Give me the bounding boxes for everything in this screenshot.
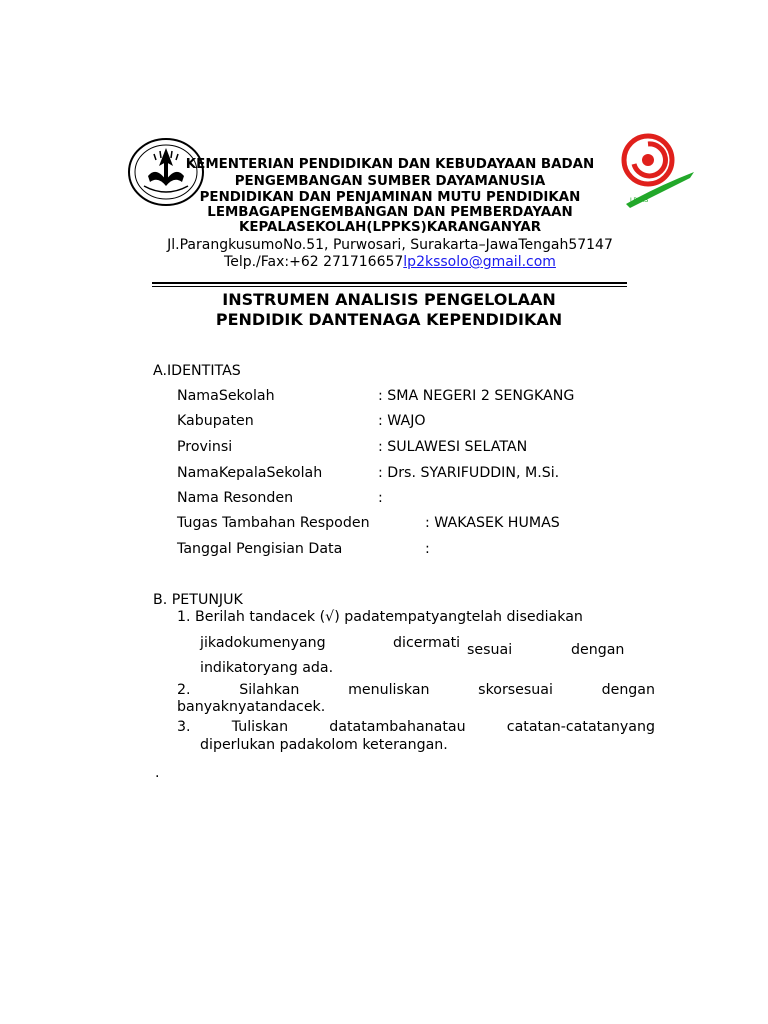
- petunjuk-item-2-word: dengan: [601, 682, 655, 698]
- petunjuk-item-1-word: jikadokumenyang: [200, 635, 326, 651]
- letterhead-line-4: LEMBAGAPENGEMBANGAN DAN PEMBERDAYAAN: [207, 205, 573, 220]
- petunjuk-item-1-line-3: indikatoryang ada.: [200, 660, 334, 676]
- letterhead-address: Jl.ParangkusumoNo.51, Purwosari, Surakarta–JawaTengah57147: [167, 237, 613, 253]
- identitas-value: : Drs. SYARIFUDDIN, M.Si.: [378, 465, 560, 481]
- letterhead-phone: Telp./Fax:+62 271716657: [224, 254, 404, 270]
- petunjuk-item-3-word: datatambahanatau: [329, 719, 466, 735]
- identitas-value: : SMA NEGERI 2 SENGKANG: [378, 388, 575, 404]
- petunjuk-item-3-word: 3.: [177, 719, 191, 735]
- letterhead-line-2: PENGEMBANGAN SUMBER DAYAMANUSIA: [234, 174, 546, 189]
- letterhead-contact: [0, 254, 768, 271]
- petunjuk-item-2-word: 2.: [177, 682, 191, 698]
- identitas-label: Provinsi: [177, 439, 233, 455]
- identitas-value: :: [378, 490, 383, 506]
- petunjuk-item-2-word: Silahkan: [239, 682, 300, 698]
- identitas-value: :: [425, 541, 430, 557]
- petunjuk-item-3-line-1: [177, 719, 655, 736]
- letterhead-line-5: KEPALASEKOLAH(LPPKS)KARANGANYAR: [238, 220, 542, 235]
- petunjuk-item-1-word: dengan: [571, 642, 625, 658]
- petunjuk-item-3-word: catatan-catatanyang: [506, 719, 655, 735]
- petunjuk-item-2-word: menuliskan: [348, 682, 430, 698]
- identitas-value: : WAJO: [378, 413, 426, 429]
- trailing-dot: .: [155, 765, 160, 781]
- identitas-label: NamaKepalaSekolah: [177, 465, 323, 481]
- letterhead-rule-thick: [152, 282, 627, 284]
- petunjuk-heading: B. PETUNJUK: [153, 592, 243, 608]
- petunjuk-item-3-line-2: diperlukan padakolom keterangan.: [200, 737, 448, 753]
- document-title-line-1: INSTRUMEN ANALISIS PENGELOLAAN: [222, 290, 556, 309]
- petunjuk-item-2-line-1: [177, 682, 655, 699]
- petunjuk-item-2-line-2: banyaknyatandacek.: [177, 699, 326, 715]
- identitas-label: NamaSekolah: [177, 388, 275, 404]
- petunjuk-item-1-word: sesuai: [467, 642, 513, 658]
- identitas-label: Kabupaten: [177, 413, 254, 429]
- petunjuk-item-2-word: skorsesuai: [478, 682, 553, 698]
- identitas-value: : WAKASEK HUMAS: [425, 515, 560, 531]
- letterhead-line-1: KEMENTERIAN PENDIDIKAN DAN KEBUDAYAAN BADAN: [185, 157, 595, 172]
- letterhead-line-3: PENDIDIKAN DAN PENJAMINAN MUTU PENDIDIKAN: [199, 190, 581, 205]
- letterhead-rule-thin: [152, 286, 627, 287]
- petunjuk-item-1-line-1: 1. Berilah tandacek (√) padatempatyangtelah disediakan: [177, 609, 583, 625]
- petunjuk-item-3-word: Tuliskan: [231, 719, 289, 735]
- email-link[interactable]: lp2kssolo@gmail.com: [403, 254, 556, 270]
- identitas-heading: A.IDENTITAS: [153, 363, 241, 379]
- identitas-label: Nama Resonden: [177, 490, 294, 506]
- identitas-label: Tanggal Pengisian Data: [177, 541, 343, 557]
- identitas-value: : SULAWESI SELATAN: [378, 439, 528, 455]
- petunjuk-item-1-word: dicermati: [393, 635, 461, 651]
- svg-text:LPPKS: LPPKS: [630, 197, 649, 204]
- identitas-label: Tugas Tambahan Respoden: [177, 515, 370, 531]
- document-title-line-2: PENDIDIK DANTENAGA KEPENDIDIKAN: [215, 310, 563, 329]
